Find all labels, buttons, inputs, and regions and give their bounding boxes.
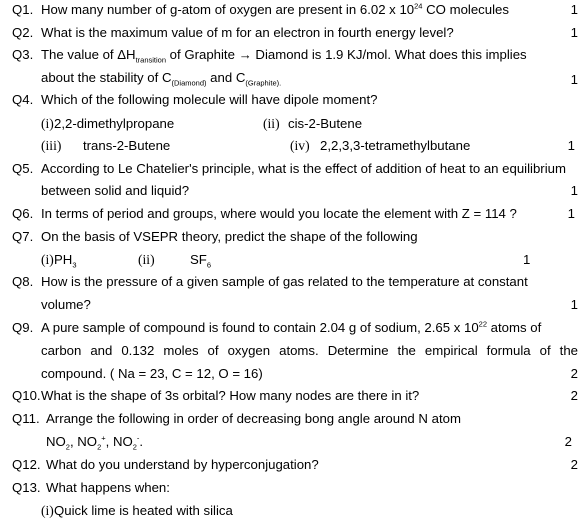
question-text-part: of Graphite → Diamond is 1.9 KJ/mol. What does this implies — [166, 47, 527, 62]
formula-part: NO — [77, 434, 98, 449]
marks: 1 — [570, 183, 578, 198]
question-text-part: CO molecules — [422, 2, 509, 17]
question-text: compound. ( Na = 23, C = 12, O = 16) — [41, 366, 263, 381]
subscript: 2 — [97, 442, 102, 452]
question-13-options — [0, 501, 587, 521]
question-text: What do you understand by hyperconjugation? — [46, 457, 319, 472]
question-2 — [0, 23, 587, 43]
question-8 — [0, 272, 587, 292]
question-text — [41, 0, 509, 20]
question-text: According to Le Chatelier's principle, what is the effect of addition of heat to an equilibrium — [41, 161, 566, 176]
question-number: Q3. — [12, 47, 34, 62]
superscript: 22 — [478, 319, 488, 329]
question-text-part: about the stability of C — [41, 70, 172, 85]
question-text-part: How many number of g-atom of oxygen are present in 6.02 x 10 — [41, 2, 415, 17]
subscript: 2 — [65, 442, 70, 452]
question-5 — [0, 159, 587, 179]
marks: 2 — [570, 388, 578, 403]
option-label: (i) — [41, 503, 54, 518]
marks: 1 — [570, 25, 578, 40]
question-text — [41, 45, 527, 65]
subscript: 3 — [72, 260, 77, 270]
question-9-continued-2 — [0, 364, 587, 384]
question-number: Q10. — [12, 388, 41, 403]
question-text: carbon and 0.132 moles of oxygen atoms. Determine the empirical formula of the — [41, 343, 578, 358]
question-3-continued — [0, 68, 587, 88]
question-number: Q9. — [12, 320, 34, 335]
question-number: Q1. — [12, 2, 34, 17]
question-number: Q8. — [12, 274, 34, 289]
question-text: How is the pressure of a given sample of gas related to the temperature at constant — [41, 274, 528, 289]
question-number: Q5. — [12, 161, 34, 176]
option-formula — [54, 250, 77, 270]
marks: 1 — [523, 252, 531, 267]
subscript: (Diamond) — [171, 78, 207, 88]
option-text: 2,2-dimethylpropane — [54, 116, 175, 131]
question-7-options — [0, 250, 587, 270]
question-8-continued — [0, 295, 587, 315]
question-text-part: atoms of — [487, 320, 542, 335]
question-number: Q2. — [12, 25, 34, 40]
question-number: Q13. — [12, 480, 41, 495]
option-text: 2,2,3,3-tetramethylbutane — [320, 138, 471, 153]
option-label: (ii) — [263, 116, 280, 131]
superscript: 24 — [414, 1, 423, 11]
superscript: - — [136, 433, 140, 443]
question-text-part: and C — [206, 70, 246, 85]
option-label: (ii) — [138, 252, 155, 267]
question-11 — [0, 409, 587, 429]
question-number: Q11. — [12, 411, 40, 426]
question-text: What is the maximum value of m for an electron in fourth energy level? — [41, 25, 454, 40]
question-number: Q6. — [12, 206, 34, 221]
question-7 — [0, 227, 587, 247]
question-text: Arrange the following in order of decreasing bong angle around N atom — [46, 411, 461, 426]
marks: 2 — [570, 457, 578, 472]
question-4-options-row-2 — [0, 136, 587, 156]
option-label: (i) — [41, 116, 54, 131]
question-10 — [0, 386, 587, 406]
superscript: + — [101, 433, 106, 443]
separator: . — [139, 434, 144, 449]
subscript: 6 — [206, 260, 212, 270]
formula-part: NO — [46, 434, 66, 449]
question-13 — [0, 478, 587, 498]
separator: , — [105, 434, 113, 449]
marks: 1 — [567, 206, 575, 221]
subscript: 2 — [132, 442, 137, 452]
question-9 — [0, 318, 587, 338]
question-text: In terms of period and groups, where would you locate the element with Z = 114 ? — [41, 206, 517, 221]
option-label: (iii) — [41, 138, 62, 153]
question-6 — [0, 204, 587, 224]
separator: , — [69, 434, 78, 449]
question-number: Q7. — [12, 229, 34, 244]
question-9-continued — [0, 341, 587, 361]
option-label: (iv) — [290, 138, 310, 153]
question-text: What happens when: — [46, 480, 170, 495]
option-text: trans-2-Butene — [83, 138, 171, 153]
question-5-continued — [0, 181, 587, 201]
question-1 — [0, 0, 587, 20]
question-4-options-row-1 — [0, 114, 587, 134]
formula-part: NO — [112, 434, 133, 449]
marks: 2 — [570, 366, 578, 381]
question-11-options — [0, 432, 587, 452]
question-4 — [0, 90, 587, 110]
question-number: Q4. — [12, 92, 34, 107]
question-text: volume? — [41, 297, 91, 312]
question-text-part: The value of ΔH — [41, 47, 136, 62]
subscript: transition — [135, 55, 167, 65]
question-12 — [0, 455, 587, 475]
marks: 2 — [564, 434, 572, 449]
formula-part: SF — [190, 252, 207, 267]
question-text — [41, 318, 541, 338]
question-text: Which of the following molecule will have dipole moment? — [41, 92, 378, 107]
question-text: What is the shape of 3s orbital? How many nodes are there in it? — [41, 388, 420, 403]
question-number: Q12. — [12, 457, 41, 472]
option-text: cis-2-Butene — [288, 116, 363, 131]
question-text-part: A pure sample of compound is found to contain 2.04 g of sodium, 2.65 x 10 — [41, 320, 479, 335]
subscript: (Graphite). — [245, 78, 282, 88]
marks: 1 — [567, 138, 575, 153]
formula-part: PH — [54, 252, 73, 267]
question-text: On the basis of VSEPR theory, predict the shape of the following — [41, 229, 418, 244]
marks: 1 — [570, 72, 578, 87]
marks: 1 — [570, 2, 578, 17]
question-3 — [0, 45, 587, 65]
option-formula — [190, 250, 211, 270]
question-text: between solid and liquid? — [41, 183, 190, 198]
option-text: Quick lime is heated with silica — [54, 503, 233, 518]
marks: 1 — [570, 297, 578, 312]
question-text — [41, 68, 281, 88]
formula-list — [46, 432, 143, 452]
option-label: (i) — [41, 252, 54, 267]
